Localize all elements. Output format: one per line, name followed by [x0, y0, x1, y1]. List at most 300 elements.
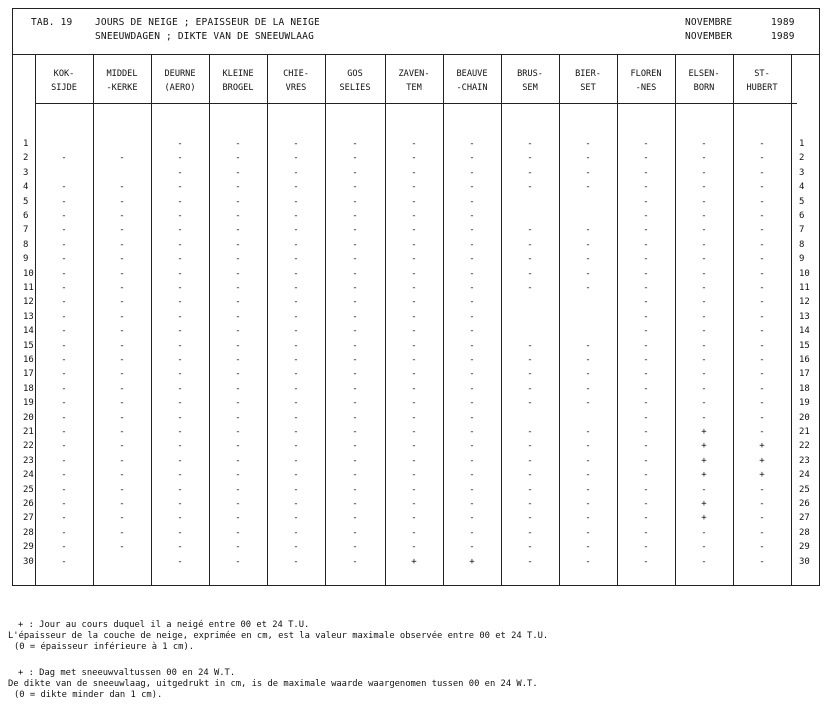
table-cell: -: [527, 182, 533, 193]
table-cell: -: [585, 470, 591, 481]
table-cell: -: [701, 556, 707, 567]
station-name-line: ELSEN-: [688, 69, 720, 79]
table-cell: -: [61, 470, 67, 481]
column-rule: [559, 55, 560, 585]
table-cell: -: [177, 499, 183, 509]
day-number-left: 20: [23, 412, 34, 423]
table-cell: -: [293, 484, 299, 495]
table-cell: -: [527, 355, 533, 365]
table-cell: -: [701, 355, 707, 365]
table-cell: -: [119, 239, 125, 250]
table-cell: -: [61, 542, 67, 553]
table-cell: -: [643, 441, 649, 452]
table-cell: -: [585, 340, 591, 351]
station-name-line: SIJDE: [51, 83, 77, 93]
table-cell: -: [119, 412, 125, 423]
station-header: [35, 67, 93, 95]
table-cell: -: [119, 398, 125, 409]
table-cell: -: [759, 225, 765, 236]
table-cell: -: [119, 455, 125, 466]
table-cell: -: [61, 398, 67, 409]
table-cell: -: [527, 484, 533, 495]
table-cell: -: [352, 311, 358, 322]
table-cell: -: [527, 441, 533, 452]
table-cell: -: [585, 455, 591, 466]
table-cell: -: [411, 167, 417, 178]
table-cell: -: [119, 427, 125, 437]
column-rule: [267, 55, 268, 585]
table-cell: -: [527, 527, 533, 538]
day-number-left: 23: [23, 455, 34, 466]
table-cell: -: [585, 369, 591, 380]
table-cell: -: [352, 542, 358, 553]
table-cell: -: [411, 326, 417, 337]
day-number-left: 5: [23, 196, 29, 207]
table-cell: -: [585, 182, 591, 193]
day-number-left: 25: [23, 484, 34, 495]
station-name-line: GOS: [347, 69, 363, 79]
table-cell: -: [411, 398, 417, 409]
snow-table: [12, 54, 820, 586]
station-name-line: -NES: [635, 83, 657, 93]
table-cell: -: [701, 225, 707, 236]
station-name-line: CHIE-: [283, 69, 309, 79]
table-cell: -: [643, 182, 649, 193]
table-cell: -: [643, 383, 649, 394]
table-cell: -: [643, 369, 649, 380]
day-number-left: 6: [23, 211, 29, 221]
table-cell: -: [293, 196, 299, 207]
note-fr-1: + : Jour au cours duquel il a neigé entre 00 et 24 T.U.: [18, 620, 310, 630]
table-cell: -: [469, 139, 475, 149]
table-cell: -: [293, 167, 299, 178]
table-cell: -: [643, 153, 649, 164]
station-header: [325, 67, 385, 95]
table-cell: -: [235, 513, 241, 524]
table-cell: -: [411, 441, 417, 452]
station-name-line: KLEINE: [222, 69, 254, 79]
table-cell: -: [759, 383, 765, 394]
table-cell: -: [293, 182, 299, 193]
table-cell: -: [469, 513, 475, 524]
table-cell: -: [411, 484, 417, 495]
table-cell: -: [585, 398, 591, 409]
table-cell: -: [177, 326, 183, 337]
table-cell: -: [469, 211, 475, 221]
table-cell: -: [527, 556, 533, 567]
table-cell: -: [119, 484, 125, 495]
table-cell: -: [235, 268, 241, 279]
table-header: [12, 8, 820, 55]
table-cell: -: [235, 369, 241, 380]
table-cell: -: [759, 412, 765, 423]
table-cell: -: [585, 283, 591, 293]
table-cell: -: [352, 196, 358, 207]
table-cell: -: [352, 527, 358, 538]
table-cell: -: [527, 153, 533, 164]
table-cell: -: [61, 297, 67, 308]
table-cell: -: [527, 239, 533, 250]
table-cell: -: [119, 153, 125, 164]
table-cell: +: [701, 470, 707, 481]
table-cell: -: [293, 455, 299, 466]
table-cell: -: [61, 182, 67, 193]
day-number-left: 30: [23, 556, 34, 567]
table-cell: -: [119, 470, 125, 481]
column-rule: [385, 55, 386, 585]
table-cell: -: [585, 153, 591, 164]
table-cell: -: [701, 369, 707, 380]
table-cell: -: [585, 383, 591, 394]
table-cell: -: [235, 470, 241, 481]
table-cell: -: [411, 455, 417, 466]
table-cell: -: [643, 268, 649, 279]
day-number-right: 1: [799, 139, 805, 149]
table-cell: -: [61, 355, 67, 365]
table-cell: -: [701, 398, 707, 409]
table-cell: -: [759, 513, 765, 524]
column-rule: [325, 55, 326, 585]
table-cell: -: [119, 225, 125, 236]
table-cell: -: [119, 283, 125, 293]
table-cell: -: [293, 254, 299, 265]
table-cell: -: [585, 239, 591, 250]
note-fr-3: (0 = épaisseur inférieure à 1 cm).: [14, 642, 195, 652]
table-cell: -: [119, 513, 125, 524]
table-cell: -: [643, 398, 649, 409]
table-cell: -: [119, 441, 125, 452]
table-cell: -: [643, 527, 649, 538]
table-cell: -: [759, 283, 765, 293]
day-number-left: 12: [23, 297, 34, 308]
day-number-right: 20: [799, 412, 810, 423]
table-cell: -: [293, 239, 299, 250]
column-rule: [617, 55, 618, 585]
table-cell: -: [411, 239, 417, 250]
table-cell: -: [643, 499, 649, 509]
table-cell: -: [469, 283, 475, 293]
table-cell: -: [293, 211, 299, 221]
table-cell: -: [469, 499, 475, 509]
table-cell: -: [469, 196, 475, 207]
table-cell: -: [177, 167, 183, 178]
day-number-right: 3: [799, 167, 805, 178]
table-cell: -: [585, 268, 591, 279]
station-name-line: SET: [580, 83, 596, 93]
table-cell: -: [235, 182, 241, 193]
table-cell: -: [177, 239, 183, 250]
station-header: [267, 67, 325, 95]
table-cell: -: [177, 427, 183, 437]
table-cell: -: [411, 196, 417, 207]
table-cell: -: [235, 412, 241, 423]
table-cell: -: [469, 470, 475, 481]
table-cell: -: [352, 355, 358, 365]
table-number: TAB. 19: [31, 17, 73, 28]
day-number-left: 28: [23, 527, 34, 538]
table-cell: -: [527, 470, 533, 481]
table-cell: -: [61, 484, 67, 495]
day-number-right: 28: [799, 527, 810, 538]
table-cell: -: [411, 412, 417, 423]
day-number-left: 2: [23, 153, 29, 164]
table-cell: -: [235, 484, 241, 495]
table-cell: -: [119, 297, 125, 308]
table-cell: -: [293, 225, 299, 236]
table-cell: -: [411, 311, 417, 322]
station-header: [675, 67, 733, 95]
table-cell: -: [759, 326, 765, 337]
table-cell: -: [235, 311, 241, 322]
table-cell: -: [352, 398, 358, 409]
table-cell: -: [352, 340, 358, 351]
station-name-line: BORN: [693, 83, 715, 93]
table-cell: -: [527, 455, 533, 466]
table-cell: -: [643, 283, 649, 293]
table-cell: -: [119, 326, 125, 337]
station-name-line: MIDDEL: [106, 69, 138, 79]
day-number-right: 14: [799, 326, 810, 337]
table-cell: -: [293, 268, 299, 279]
table-cell: -: [61, 211, 67, 221]
table-cell: -: [61, 369, 67, 380]
table-cell: -: [177, 355, 183, 365]
table-cell: -: [293, 326, 299, 337]
table-cell: -: [527, 398, 533, 409]
day-number-right: 9: [799, 254, 805, 265]
table-cell: +: [759, 455, 765, 466]
day-number-right: 12: [799, 297, 810, 308]
table-cell: -: [293, 470, 299, 481]
table-cell: -: [293, 427, 299, 437]
table-cell: -: [469, 340, 475, 351]
day-number-left: 7: [23, 225, 29, 236]
station-name-line: VRES: [285, 83, 307, 93]
table-cell: -: [177, 297, 183, 308]
table-cell: -: [293, 153, 299, 164]
table-cell: -: [643, 355, 649, 365]
table-cell: -: [352, 484, 358, 495]
table-cell: -: [759, 369, 765, 380]
table-cell: +: [759, 470, 765, 481]
day-number-right: 19: [799, 398, 810, 409]
table-cell: -: [759, 254, 765, 265]
table-cell: -: [759, 340, 765, 351]
table-cell: -: [759, 167, 765, 178]
table-cell: -: [61, 527, 67, 538]
day-number-left: 26: [23, 499, 34, 509]
table-cell: -: [119, 268, 125, 279]
table-cell: -: [177, 455, 183, 466]
month-dutch: NOVEMBER: [685, 31, 733, 42]
table-cell: -: [352, 513, 358, 524]
station-name-line: BEAUVE: [456, 69, 488, 79]
table-cell: +: [701, 499, 707, 509]
table-cell: -: [119, 527, 125, 538]
table-cell: -: [235, 211, 241, 221]
table-cell: -: [759, 355, 765, 365]
table-cell: -: [293, 556, 299, 567]
year-bottom: 1989: [771, 31, 795, 42]
day-number-left: 19: [23, 398, 34, 409]
day-number-right: 10: [799, 268, 810, 279]
day-number-right: 26: [799, 499, 810, 509]
day-number-left: 10: [23, 268, 34, 279]
table-cell: -: [61, 153, 67, 164]
table-cell: -: [177, 225, 183, 236]
table-cell: -: [235, 340, 241, 351]
table-cell: -: [177, 513, 183, 524]
table-cell: -: [643, 542, 649, 553]
table-cell: -: [643, 484, 649, 495]
table-cell: -: [61, 455, 67, 466]
table-cell: +: [701, 513, 707, 524]
table-cell: -: [119, 355, 125, 365]
table-cell: -: [643, 254, 649, 265]
table-cell: -: [701, 311, 707, 322]
table-cell: -: [411, 297, 417, 308]
table-cell: -: [527, 369, 533, 380]
table-cell: -: [411, 355, 417, 365]
table-cell: -: [177, 254, 183, 265]
table-cell: -: [235, 139, 241, 149]
day-number-left: 13: [23, 311, 34, 322]
station-name-line: SELIES: [339, 83, 371, 93]
table-cell: -: [352, 499, 358, 509]
table-cell: -: [469, 153, 475, 164]
table-cell: -: [759, 484, 765, 495]
table-cell: -: [411, 283, 417, 293]
table-cell: -: [235, 455, 241, 466]
table-cell: -: [61, 239, 67, 250]
month-french: NOVEMBRE: [685, 17, 733, 28]
table-cell: -: [469, 398, 475, 409]
table-cell: -: [61, 412, 67, 423]
day-number-left: 9: [23, 254, 29, 265]
table-cell: -: [643, 556, 649, 567]
table-cell: -: [119, 311, 125, 322]
table-cell: -: [585, 527, 591, 538]
table-cell: -: [352, 225, 358, 236]
station-name-line: BRUS-: [517, 69, 543, 79]
table-cell: -: [469, 527, 475, 538]
day-number-left: 29: [23, 542, 34, 553]
table-cell: -: [701, 326, 707, 337]
table-cell: -: [293, 542, 299, 553]
table-cell: -: [352, 470, 358, 481]
table-cell: -: [177, 211, 183, 221]
table-cell: -: [701, 153, 707, 164]
table-cell: -: [759, 196, 765, 207]
station-name-line: -KERKE: [106, 83, 138, 93]
table-cell: -: [469, 268, 475, 279]
day-number-left: 8: [23, 239, 29, 250]
table-cell: -: [352, 211, 358, 221]
table-cell: +: [759, 441, 765, 452]
table-cell: -: [177, 441, 183, 452]
table-cell: -: [235, 383, 241, 394]
column-rule: [791, 55, 792, 585]
table-cell: -: [235, 225, 241, 236]
table-cell: -: [701, 412, 707, 423]
station-name-line: TEM: [406, 83, 422, 93]
table-cell: -: [177, 369, 183, 380]
table-cell: -: [411, 254, 417, 265]
table-cell: -: [352, 441, 358, 452]
station-header: [93, 67, 151, 95]
table-cell: -: [411, 470, 417, 481]
table-cell: -: [177, 484, 183, 495]
table-cell: -: [643, 139, 649, 149]
note-nl-2: De dikte van de sneeuwlaag, uitgedrukt in cm, is de maximale waarde waargenomen tussen 00 en 24 W.T.: [8, 679, 538, 689]
table-cell: -: [119, 182, 125, 193]
table-cell: -: [643, 297, 649, 308]
table-cell: -: [61, 225, 67, 236]
table-cell: -: [701, 340, 707, 351]
table-cell: -: [352, 254, 358, 265]
table-cell: -: [411, 369, 417, 380]
day-number-left: 18: [23, 383, 34, 394]
station-name-line: ST-: [754, 69, 770, 79]
table-cell: -: [411, 211, 417, 221]
table-cell: -: [61, 326, 67, 337]
table-cell: -: [759, 211, 765, 221]
day-number-left: 22: [23, 441, 34, 452]
table-cell: -: [293, 139, 299, 149]
day-number-right: 30: [799, 556, 810, 567]
table-cell: -: [701, 211, 707, 221]
table-cell: -: [177, 398, 183, 409]
table-cell: -: [177, 470, 183, 481]
table-cell: +: [701, 455, 707, 466]
table-cell: -: [759, 398, 765, 409]
table-cell: -: [527, 225, 533, 236]
column-rule: [675, 55, 676, 585]
table-cell: -: [469, 254, 475, 265]
table-cell: -: [469, 182, 475, 193]
column-rule: [35, 55, 36, 585]
table-cell: -: [701, 167, 707, 178]
table-cell: -: [411, 499, 417, 509]
day-number-left: 17: [23, 369, 34, 380]
day-number-right: 13: [799, 311, 810, 322]
table-cell: -: [177, 340, 183, 351]
table-cell: -: [527, 499, 533, 509]
note-nl-3: (0 = dikte minder dan 1 cm).: [14, 690, 163, 700]
table-cell: -: [177, 311, 183, 322]
table-cell: -: [352, 283, 358, 293]
station-name-line: DEURNE: [164, 69, 196, 79]
day-number-right: 25: [799, 484, 810, 495]
station-name-line: HUBERT: [746, 83, 778, 93]
year-top: 1989: [771, 17, 795, 28]
table-cell: -: [643, 311, 649, 322]
table-cell: -: [293, 383, 299, 394]
table-cell: -: [177, 556, 183, 567]
table-cell: -: [235, 196, 241, 207]
table-cell: -: [293, 398, 299, 409]
table-cell: -: [352, 153, 358, 164]
table-cell: -: [119, 383, 125, 394]
table-cell: -: [352, 412, 358, 423]
day-number-left: 3: [23, 167, 29, 178]
table-cell: -: [585, 499, 591, 509]
day-number-right: 11: [799, 283, 810, 293]
day-number-left: 16: [23, 355, 34, 365]
table-cell: -: [469, 383, 475, 394]
day-number-right: 27: [799, 513, 810, 524]
table-cell: -: [119, 542, 125, 553]
